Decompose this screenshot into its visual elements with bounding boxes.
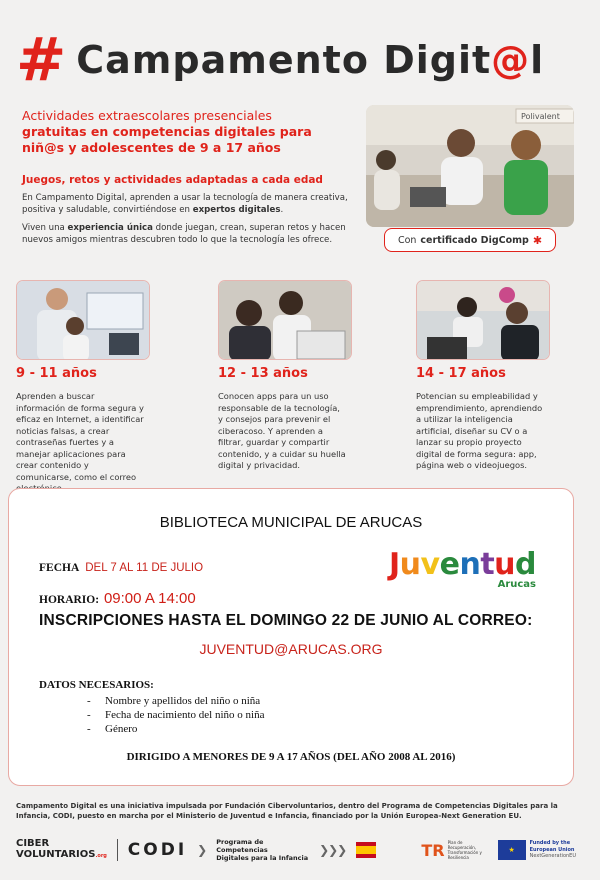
list-item: - Género [87, 722, 264, 736]
registration-deadline: INSCRIPCIONES HASTA EL DOMINGO 22 DE JUNIO AL CORREO: [39, 612, 533, 629]
age-description: Conocen apps para un uso responsable de la tecnología, y consejos para prevenir el ciberacoso. Y aprenden a filtrar, guardar y compartir contenido, y a cuidar su huella digital y privacidad. [218, 391, 346, 470]
age-group [416, 280, 556, 472]
list-item: - Nombre y apellidos del niño o niña [87, 694, 264, 708]
age-group [16, 280, 156, 495]
age-group [218, 280, 358, 472]
juventud-letter: e [439, 547, 460, 582]
eu-logo: ★ Funded by the European Union NextGenerationEU [498, 840, 576, 860]
spain-flag-icon [356, 842, 376, 858]
svg-text:Polivalent: Polivalent [521, 112, 560, 121]
intro-lead: Actividades extraescolares presenciales gratuitas en competencias digitales para niñ@s y adolescentes de 9 a 17 años [22, 108, 312, 155]
triple-chevron-icon: ❯❯❯ [319, 843, 347, 857]
juventud-letter: d [515, 547, 536, 582]
juventud-letter: u [494, 547, 516, 582]
certificate-badge: Con certificado DigComp ✱ [384, 228, 556, 252]
age-photo [16, 280, 150, 360]
main-photo [366, 105, 574, 227]
hash-symbol: # [16, 25, 67, 95]
event-box [8, 488, 574, 786]
program-label: Programa de Competencias Digitales para la Infancia [216, 838, 309, 862]
age-photo [416, 280, 550, 360]
poster-header [16, 25, 545, 95]
date-row: FECHA DEL 7 AL 11 DE JULIO [39, 562, 204, 574]
footer-text: Campamento Digital es una iniciativa impulsada por Fundación Cibervoluntarios, dentro del Programa de Competencias Digitales para la Infancia, CODI, puesto en marcha por el Ministerio de Juventud e Infancia, financiado por la Unión Europea-Next Generation EU. [16, 802, 558, 820]
age-photo [218, 280, 352, 360]
age-label: 14 - 17 años [416, 366, 506, 381]
age-description: Aprenden a buscar información de forma segura y eficaz en Internet, a identificar noticias falsas, a crear contraseñas fuertes y a manejar aplicaciones para crear contenido y comunicarse, como el correo [16, 391, 144, 482]
target-audience: DIRIGIDO A MENORES DE 9 A 17 AÑOS (DEL AÑO 2008 AL 2016) [126, 751, 456, 763]
intro-subtitle: Juegos, retos y actividades adaptadas a cada edad [22, 174, 323, 186]
juventud-logo: Juventud Arucas [389, 547, 536, 590]
cibervoluntarios-logo: CIBER VOLUNTARIOS.org [16, 838, 107, 860]
list-item: - Fecha de nacimiento del niño o niña [87, 708, 264, 722]
government-logo [356, 839, 411, 861]
ribbon-icon: ✱ [532, 233, 543, 247]
age-label: 12 - 13 años [218, 366, 308, 381]
chevron-icon: ❯ [197, 843, 207, 857]
juventud-word [389, 547, 536, 582]
age-label: 9 - 11 años [16, 366, 97, 381]
sponsor-logos [16, 832, 576, 868]
venue: BIBLIOTECA MUNICIPAL DE ARUCAS [159, 514, 423, 531]
juventud-letter: u [399, 547, 421, 582]
juventud-letter: v [420, 547, 440, 582]
divider [117, 839, 118, 861]
recovery-plan-logo: TR Plan de Recuperación, Transformación y Resiliencia [421, 840, 482, 860]
intro-paragraph-1: En Campamento Digital, aprenden a usar la tecnología de manera creativa, positiva y saludable, convirtiéndose en expertos digitales. [22, 193, 348, 215]
juventud-letter: J [389, 547, 400, 582]
registration-email[interactable]: JUVENTUD@ARUCAS.ORG [199, 641, 383, 657]
age-description: Potencian su empleabilidad y emprendimiento, aprendiendo a utilizar la inteligencia artificial, diseñar su CV o a lanzar su propio proyecto digital de forma segura: app, página web o videojuegos. [416, 391, 543, 470]
intro-paragraph-2: Viven una experiencia única donde juegan, crean, superan retos y hacen nuevos amigos mientras descubren todo lo que la tecnología les ofrece. [22, 223, 346, 245]
eu-flag-icon: ★ [498, 840, 526, 860]
juventud-letter: t [480, 547, 495, 582]
schedule-value: 09:00 A 14:00 [103, 590, 196, 607]
date-value: DEL 7 AL 11 DE JULIO [85, 562, 204, 574]
intro-section [22, 108, 362, 246]
juventud-letter: n [459, 547, 481, 582]
codi-logo: CODI [127, 840, 188, 860]
schedule-row: HORARIO: 09:00 A 14:00 [39, 590, 196, 607]
required-data-list [87, 694, 264, 736]
poster-title: Campamento Digit@l [76, 38, 545, 82]
required-data: DATOS NECESARIOS: - Nombre y apellidos del niño o niña - Fecha de nacimiento del niño o niña - Género [39, 679, 264, 736]
